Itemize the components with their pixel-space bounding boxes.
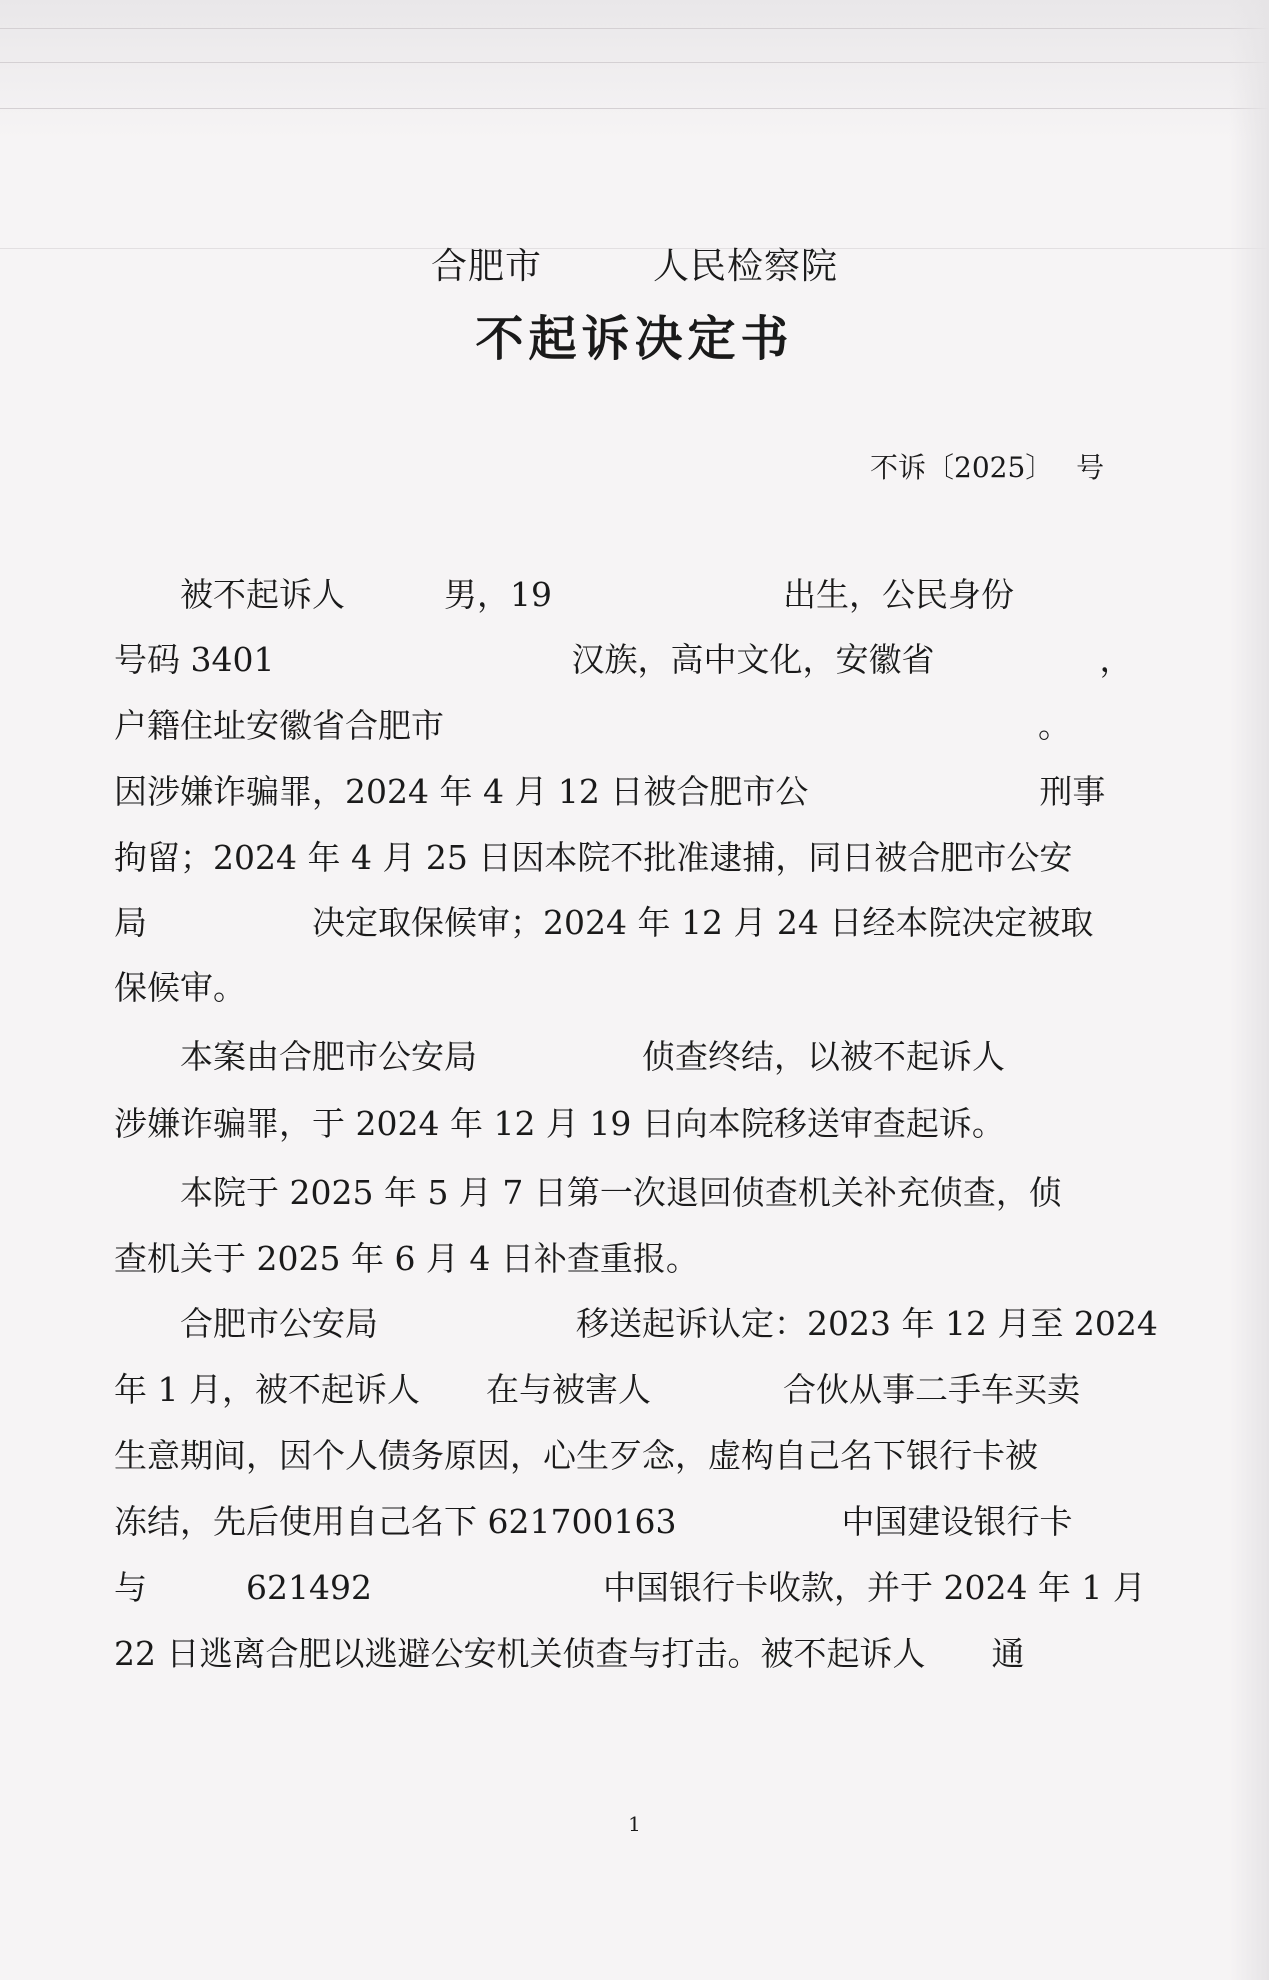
scan-artifact-line bbox=[0, 62, 1269, 63]
body-line: 年 1 月，被不起诉人 在与被害人 合伙从事二手车买卖 bbox=[114, 1370, 1080, 1409]
body-line: 本案由合肥市公安局 侦查终结，以被不起诉人 bbox=[114, 1037, 1005, 1076]
body-line: 查机关于 2025 年 6 月 4 日补查重报。 bbox=[114, 1239, 699, 1278]
body-line: 拘留；2024 年 4 月 25 日因本院不批准逮捕，同日被合肥市公安 bbox=[114, 838, 1073, 877]
scan-shadow-right bbox=[1229, 0, 1269, 1980]
body-line: 户籍住址安徽省合肥市 。 bbox=[114, 706, 1071, 745]
document-title: 不起诉决定书 bbox=[475, 311, 794, 367]
scan-artifact-line bbox=[0, 28, 1269, 29]
scan-shadow-top bbox=[0, 0, 1269, 140]
body-line: 涉嫌诈骗罪，于 2024 年 12 月 19 日向本院移送审查起诉。 bbox=[114, 1104, 1005, 1143]
body-line: 号码 3401 汉族，高中文化，安徽省 ， bbox=[114, 640, 1133, 679]
body-line: 22 日逃离合肥以逃避公安机关侦查与打击。被不起诉人 通 bbox=[114, 1634, 1025, 1673]
body-line: 因涉嫌诈骗罪，2024 年 4 月 12 日被合肥市公 刑事 bbox=[114, 772, 1106, 811]
body-line: 保候审。 bbox=[114, 968, 246, 1007]
page-number: 1 bbox=[628, 1812, 641, 1836]
organization-name: 合肥市 人民检察院 bbox=[430, 246, 838, 287]
body-line: 本院于 2025 年 5 月 7 日第一次退回侦查机关补充侦查，侦 bbox=[114, 1173, 1062, 1212]
body-line: 与 621492 中国银行卡收款，并于 2024 年 1 月 bbox=[114, 1568, 1146, 1607]
body-line: 冻结，先后使用自己名下 621700163 中国建设银行卡 bbox=[114, 1502, 1073, 1541]
body-line: 局 决定取保候审；2024 年 12 月 24 日经本院决定被取 bbox=[114, 903, 1094, 942]
body-line: 生意期间，因个人债务原因，心生歹念，虚构自己名下银行卡被 bbox=[114, 1436, 1038, 1475]
body-line: 合肥市公安局 移送起诉认定：2023 年 12 月至 2024 bbox=[114, 1304, 1158, 1343]
body-line: 被不起诉人 男，19 出生，公民身份 bbox=[114, 575, 1014, 614]
document-number: 不诉〔2025〕 号 bbox=[870, 451, 1105, 484]
scan-artifact-line bbox=[0, 108, 1269, 109]
